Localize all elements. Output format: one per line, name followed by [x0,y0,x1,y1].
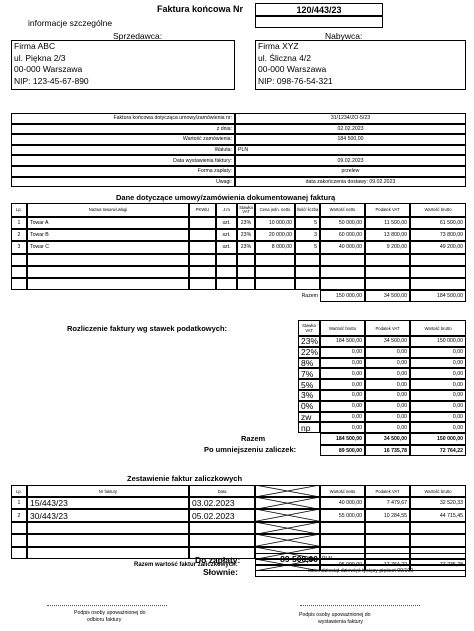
advances-cell: 44 715,45 [410,509,466,521]
vat-cell: 0,00 [365,412,410,423]
items-cell: 2 [11,229,27,241]
seller-line: 00-000 Warszawa [14,64,83,74]
words-label: Słownie: [203,567,238,577]
advances-cross-mark [255,485,320,497]
vat-cell: 0,00 [410,390,466,401]
seller-line: ul. Piękna 2/3 [14,52,66,63]
items-cell: Towar B [27,229,189,241]
info-label: Wartość zamówienia: [11,134,235,145]
advances-cell [320,534,365,546]
advances-cell: 55 000,00 [320,509,365,521]
invoice-subtitle: informacje szczególne [28,18,113,28]
advances-cell [11,534,27,546]
vat-header-cell: Wartość brutto [320,320,365,336]
items-cell [189,266,216,278]
buyer-line: 00-000 Warszawa [258,64,327,74]
buyer-line: ul. Śliczna 4/2 [258,52,311,63]
items-cell: 3 [11,241,27,253]
vat-cell: 0,00 [365,368,410,379]
items-cell [295,266,320,278]
vat-cell: 0,00 [410,368,466,379]
items-total-gross: 184 500,00 [410,290,466,302]
advances-total-3: 77 235,78 [410,559,466,571]
items-header-cell: Nazwa towaru/usługi [27,203,189,217]
vat-cell: 5% [298,379,320,390]
items-header-cell: Lp. [11,203,27,217]
items-cell [11,278,27,290]
items-cell [237,278,255,290]
advances-total-1: 95 000,00 [320,559,365,571]
items-cell: 23% [237,229,255,241]
items-cell [295,254,320,266]
info-value: 09.02.2023 [235,155,466,166]
items-cell [320,254,365,266]
advances-cell [27,522,189,534]
signature-right-line2: wystawienia faktury [318,619,363,625]
items-cell: 20 000,00 [255,229,295,241]
vat-cell: 0,00 [410,422,466,433]
items-cell [295,278,320,290]
advances-cross-mark [255,497,320,509]
words-value: osiemdziesiąt dziewięć tysięcy pięćset 00/100 [255,565,466,577]
vat-header-cell: Podatek VAT [365,320,410,336]
advances-cell [27,534,189,546]
vat-after-2: 16 735,78 [365,445,410,456]
items-cell [410,266,466,278]
info-label: z dnia: [11,124,235,135]
items-cell: 61 500,00 [410,217,466,229]
items-cell [27,254,189,266]
vat-cell: 0,00 [365,401,410,412]
signature-right-line [300,605,420,606]
items-total-net: 150 000,00 [320,290,365,302]
items-header-cell: J.m [216,203,237,217]
items-cell [365,254,410,266]
items-total-vat: 34 500,00 [365,290,410,302]
info-value: 02.02.2023 [235,124,466,135]
items-cell: 60 000,00 [320,229,365,241]
vat-cell: 0,00 [410,401,466,412]
seller-line: Firma ABC [14,41,56,51]
advances-cell [189,522,255,534]
advances-header-cell: Nr faktury [27,485,189,497]
items-cell: 5 [295,217,320,229]
advances-cell: 15/443/23 [27,497,189,509]
items-cell [27,278,189,290]
vat-header-cell: Wartość brutto [410,320,466,336]
items-cell [320,266,365,278]
vat-cell: 8% [298,358,320,369]
vat-title: Rozliczenie faktury wg stawek podatkowych: [67,324,228,333]
items-header-cell: Podatek VAT [365,203,410,217]
vat-total-3: 150 000,00 [410,433,466,445]
vat-after-1: 89 500,00 [320,445,365,456]
vat-cell: 0,00 [320,379,365,390]
vat-cell: 22% [298,347,320,358]
items-header-cell: Ilość/ liczba [295,203,320,217]
advances-cell: 40 000,00 [320,497,365,509]
advances-cross-mark [255,534,320,546]
items-cell [189,241,216,253]
vat-cell: 0,00 [320,368,365,379]
items-cell: 8 000,00 [255,241,295,253]
info-value: PLN [235,145,466,156]
items-cell: 10 000,00 [255,217,295,229]
items-cell: 11 500,00 [365,217,410,229]
vat-cell: 0,00 [365,347,410,358]
items-cell: Towar A [27,217,189,229]
items-cell [189,278,216,290]
vat-cell: 0,00 [320,347,365,358]
items-header-cell: PKWiU [189,203,216,217]
info-value: data zakończenia dostawy: 09.02.2023 [235,177,466,188]
items-cell: szt. [216,217,237,229]
info-value: 184 500,00 [235,134,466,145]
signature-right-line1: Podpis osoby upoważnionej do [299,612,371,618]
items-cell: szt. [216,229,237,241]
items-cell: szt. [216,241,237,253]
items-header-cell: Stawka VAT [237,203,255,217]
vat-cell: 150 000,00 [410,336,466,347]
items-cell: 3 [295,229,320,241]
invoice-title: Faktura końcowa Nr [157,4,244,14]
vat-cell: zw [298,412,320,423]
items-header-cell: Cena jedn. netto [255,203,295,217]
vat-cell: 0,00 [365,379,410,390]
vat-cell: 7% [298,368,320,379]
items-header-cell: Wartość brutto [410,203,466,217]
items-cell: 49 200,00 [410,241,466,253]
items-cell: Towar C [27,241,189,253]
vat-cell: 0,00 [410,347,466,358]
items-cell: 73 800,00 [410,229,466,241]
advances-cell [410,534,466,546]
items-cell: 23% [237,217,255,229]
items-cell [11,254,27,266]
items-cell: 50 000,00 [320,217,365,229]
items-cell [410,278,466,290]
vat-cell: 0,00 [320,401,365,412]
seller-label: Sprzedawca: [113,31,163,41]
advances-cell [189,534,255,546]
vat-cell: 34 500,00 [365,336,410,347]
info-label: Waluta: [11,145,235,156]
signature-left-line1: Podpis osoby upoważnionej do [74,610,146,616]
advances-cell [11,547,27,559]
advances-cell: 32 520,33 [410,497,466,509]
items-cell [365,266,410,278]
items-header-cell: Wartość netto [320,203,365,217]
vat-cell: 0,00 [365,390,410,401]
items-cell: 40 000,00 [320,241,365,253]
advances-cell [27,547,189,559]
advances-cell: 10 284,55 [365,509,410,521]
items-title: Dane dotyczące umowy/zamówienia dokumentowanej fakturą [116,193,336,202]
items-cell [237,266,255,278]
advances-cell: 05.02.2023 [189,509,255,521]
vat-header-cell: Stawka VAT [298,320,320,336]
invoice-number-extra [255,16,383,28]
items-cell: 9 200,00 [365,241,410,253]
advances-cell: 1 [11,497,27,509]
due-label: Do zapłaty: [195,555,241,565]
items-cell [216,266,237,278]
advances-total-label: Razem wartość faktur zaliczkowych: [134,562,238,568]
vat-cell: 0,00 [320,358,365,369]
advances-cross-mark [255,509,320,521]
vat-cell: 0,00 [410,358,466,369]
advances-header-cell: Data [189,485,255,497]
items-cell: 13 800,00 [365,229,410,241]
signature-left-line [47,605,167,606]
signature-left-line2: odbioru faktury [87,617,122,623]
due-value: 89 500,00 [255,553,320,565]
advances-cell [365,522,410,534]
info-value: 31/1234/ZO-5/23 [235,113,466,124]
advances-header-cell: Wartość netto [320,485,365,497]
items-cell [255,254,295,266]
vat-cell: 0% [298,401,320,412]
vat-after-3: 72 764,22 [410,445,466,456]
advances-cell [410,522,466,534]
vat-cell: 0,00 [320,412,365,423]
items-total-label: Razem [301,293,318,300]
advances-cell [320,522,365,534]
items-cell [189,229,216,241]
vat-cell: 0,00 [410,412,466,423]
advances-cell: 30/443/23 [27,509,189,521]
vat-cell: 3% [298,390,320,401]
advances-cell: 7 479,67 [365,497,410,509]
vat-total-2: 34 500,00 [365,433,410,445]
due-currency: PLN [320,553,466,565]
advances-header-cell: Lp. [11,485,27,497]
vat-cell: np [298,422,320,433]
info-label: Uwagi: [11,177,235,188]
vat-cell: 0,00 [365,422,410,433]
vat-cell: 23% [298,336,320,347]
items-cell [11,266,27,278]
vat-cell: 0,00 [365,358,410,369]
advances-header-cell: Podatek VAT [365,485,410,497]
buyer-label: Nabywca: [325,31,363,41]
items-cell: 1 [11,217,27,229]
items-cell [216,278,237,290]
items-cell [27,266,189,278]
advances-cell: 03.02.2023 [189,497,255,509]
info-label: Data wystawienia faktury: [11,155,235,166]
info-value: przelew [235,166,466,177]
buyer-line: Firma XYZ [258,41,299,51]
advances-cross-mark [255,522,320,534]
buyer-line: NIP: 098-76-54-321 [258,75,333,86]
items-cell [189,254,216,266]
items-cell [189,217,216,229]
items-cell [216,254,237,266]
advances-cell: 2 [11,509,27,521]
seller-line: NIP: 123-45-67-890 [14,75,89,86]
items-cell [320,278,365,290]
vat-total-label: Razem [241,434,266,444]
vat-cell: 184 500,00 [320,336,365,347]
vat-cell: 0,00 [320,422,365,433]
vat-cell: 0,00 [320,390,365,401]
items-cell [410,254,466,266]
items-cell [237,254,255,266]
advances-title: Zestawienie faktur zaliczkowych [127,474,243,483]
advances-header-cell: Wartość brutto [410,485,466,497]
items-cell [255,266,295,278]
advances-total-2: 17 764,22 [365,559,410,571]
items-cell: 23% [237,241,255,253]
items-cell: 5 [295,241,320,253]
invoice-number: 120/443/23 [255,3,383,16]
items-cell [255,278,295,290]
info-label: Faktura końcowa dotycząca umowy/zamówienia nr: [11,113,235,124]
advances-cell [365,534,410,546]
vat-total-1: 184 500,00 [320,433,365,445]
vat-after-label: Po umniejszeniu zaliczek: [204,445,297,455]
advances-cell [11,522,27,534]
info-label: Forma zapłaty: [11,166,235,177]
items-cell [365,278,410,290]
vat-cell: 0,00 [410,379,466,390]
